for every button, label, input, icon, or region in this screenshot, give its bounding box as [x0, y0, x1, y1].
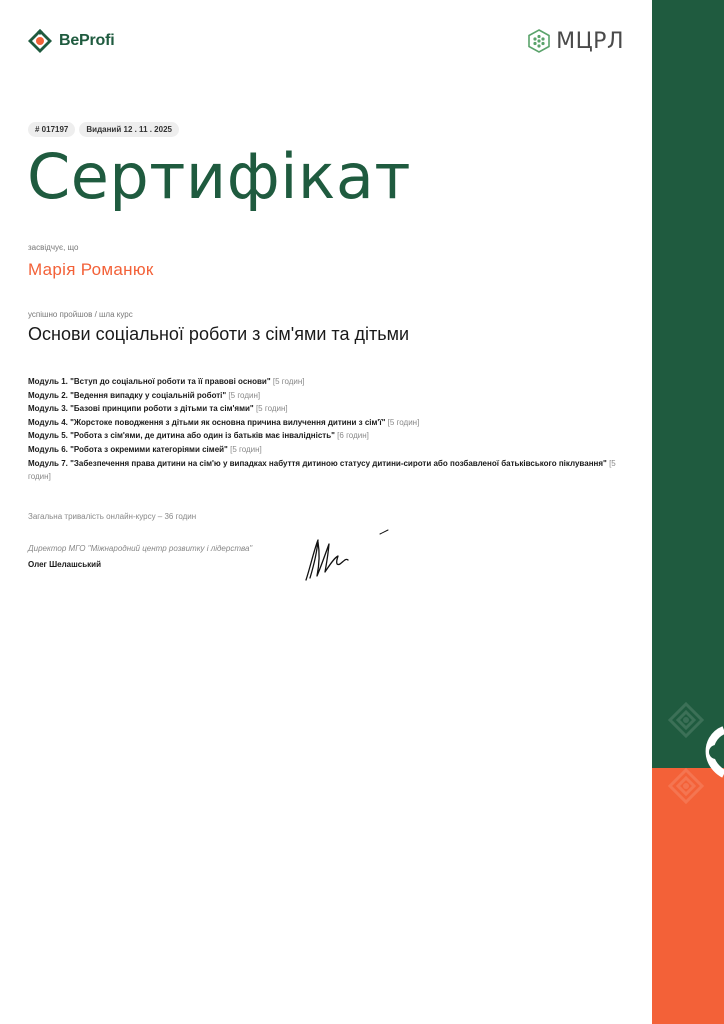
module-hours: [5 годин]	[28, 458, 616, 482]
decorative-side-strip	[652, 0, 724, 1024]
beprofi-logo-icon	[27, 28, 53, 54]
issue-date-badge: Виданий 12 . 11 . 2025	[79, 122, 179, 137]
module-name: Модуль 2. "Ведення випадку у соціальній роботі"	[28, 390, 227, 400]
module-name: Модуль 1. "Вступ до соціальної роботи та її правові основи"	[28, 377, 271, 386]
director-title: Директор МГО "Міжнародний центр розвитку і лідерства"	[28, 544, 253, 553]
course-title: Основи соціальної роботи з сім'ями та дітьми	[28, 324, 410, 344]
certificate-number-badge: # 017197	[28, 122, 75, 137]
module-item	[28, 375, 618, 389]
green-band	[652, 0, 724, 768]
module-item	[28, 416, 618, 430]
signature-icon	[296, 528, 396, 586]
beprofi-logo	[27, 28, 115, 54]
module-hours: [5 годин]	[387, 417, 420, 427]
module-name: Модуль 5. "Робота з сім'ями, де дитина або один із батьків має інвалідність"	[28, 431, 335, 441]
mcrl-logo	[526, 28, 624, 54]
module-hours: [5 годин]	[255, 404, 288, 414]
mcrl-wordmark: МЦРЛ	[556, 28, 624, 54]
course-duration: Загальна тривалість онлайн-курсу – 36 годин	[28, 512, 197, 521]
module-hours: [5 годин]	[272, 377, 305, 386]
module-hours: [6 годин]	[337, 431, 369, 441]
completed-label: успішно пройшов / шла курс	[28, 310, 133, 319]
certificate-title: Сертифікат	[27, 140, 411, 213]
module-list	[28, 375, 618, 484]
mcrl-logo-icon	[526, 28, 552, 54]
recipient-name: Марія Романюк	[28, 260, 154, 279]
ornament-pattern-icon	[652, 690, 724, 830]
certifies-label: засвідчує, що	[28, 243, 79, 252]
module-hours: [5 годин]	[230, 444, 262, 454]
module-name: Модуль 6. "Робота з окремими категоріями сімей"	[28, 444, 228, 454]
certificate-tags	[28, 122, 179, 137]
module-item	[28, 402, 618, 416]
module-name: Модуль 4. "Жорстоке поводження з дітьми як основна причина вилучення дитини з сім'ї"	[28, 417, 386, 427]
module-item	[28, 443, 618, 457]
director-name: Олег Шелашський	[28, 560, 101, 569]
module-name: Модуль 3. "Базові принципи роботи з дітьми та сім'ями"	[28, 404, 254, 414]
beprofi-wordmark: BeProfi	[59, 32, 115, 49]
module-name: Модуль 7. "Забезпечення права дитини на сім'ю у випадках набуття дитиною статусу дитини-сироти або позбавленої батьківського піклування"	[28, 458, 607, 468]
module-hours: [5 годин]	[228, 390, 261, 400]
module-item	[28, 457, 618, 484]
module-item	[28, 429, 618, 443]
module-item	[28, 389, 618, 403]
